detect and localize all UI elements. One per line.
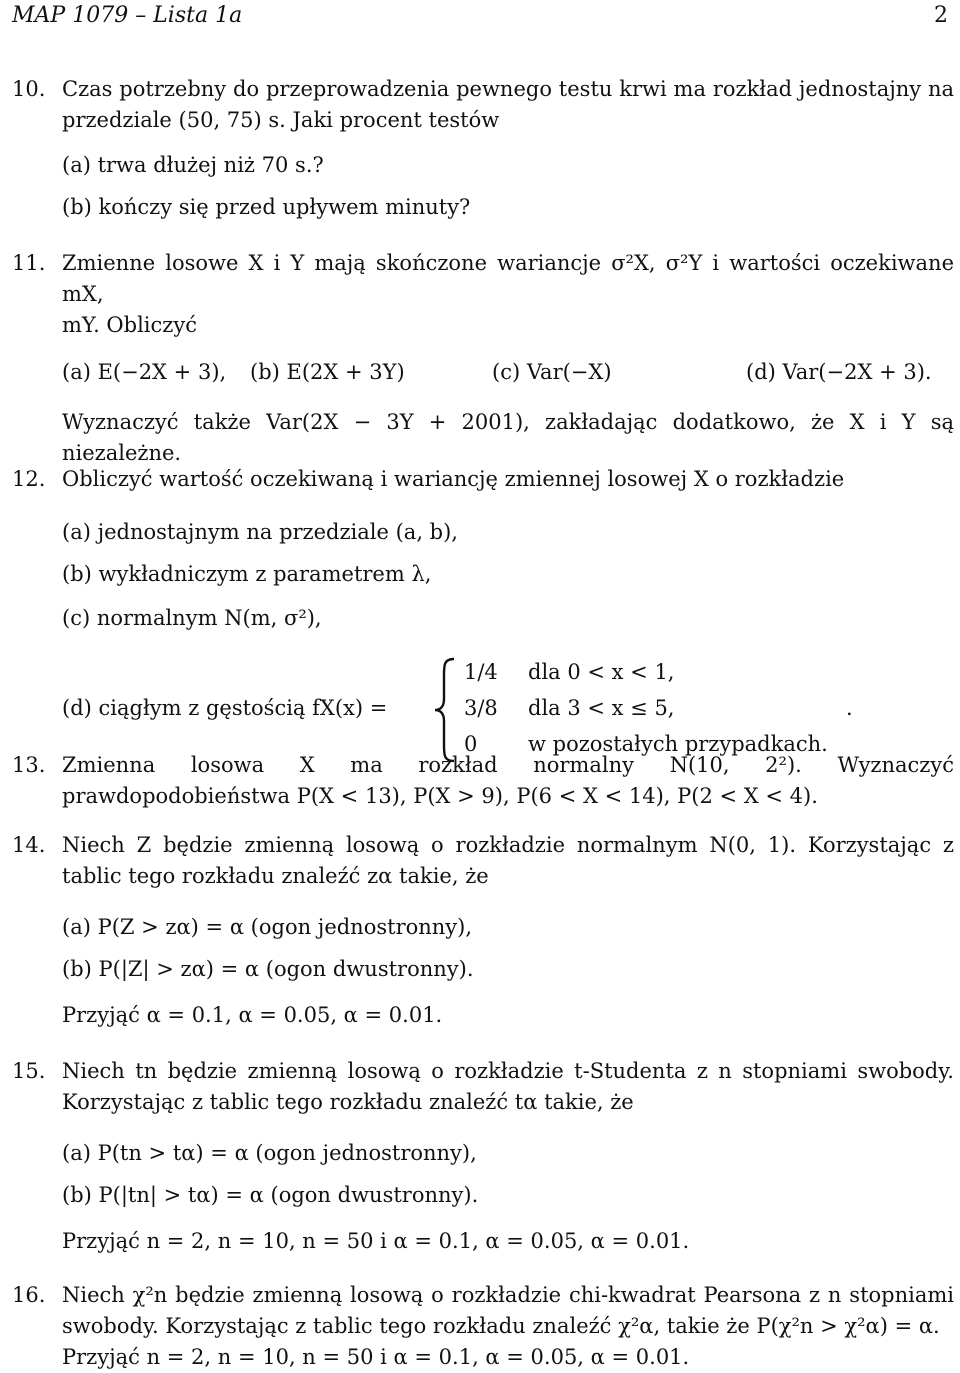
problem-number: 11. — [12, 251, 46, 275]
problem-text-line1: Zmienne losowe X i Y mają skończone wariancje σ²X, σ²Y i wartości oczekiwane mX, — [62, 251, 954, 306]
subitem-a: (a) trwa dłużej niż 70 s.? — [62, 153, 324, 177]
subitem-b: (b) E(2X + 3Y) — [250, 360, 405, 384]
problem-extra: Przyjąć n = 2, n = 10, n = 50 i α = 0.1, α = 0.05, α = 0.01. — [62, 1345, 690, 1369]
piece-value-2: 3/8 — [464, 696, 498, 720]
subitem-c: (c) normalnym N(m, σ²), — [62, 606, 322, 630]
piece-cond-2: dla 3 < x ≤ 5, — [528, 696, 675, 720]
problem-extra: Przyjąć n = 2, n = 10, n = 50 i α = 0.1, α = 0.05, α = 0.01. — [62, 1229, 690, 1253]
page-header — [12, 0, 956, 26]
subitem-d-label: (d) ciągłym z gęstością fX(x) = — [62, 696, 388, 720]
piece-value-3: 0 — [464, 732, 478, 756]
problem-15 — [12, 1056, 954, 1257]
subitem-b: (b) P(|Z| > zα) = α (ogon dwustronny). — [62, 957, 474, 981]
problem-number: 10. — [12, 77, 46, 101]
piece-value-1: 1/4 — [464, 660, 498, 684]
left-brace-icon — [432, 655, 458, 765]
problem-extra: Wyznaczyć także Var(2X − 3Y + 2001), zakładając dodatkowo, że X i Y są niezależne. — [62, 410, 954, 465]
page-number: 2 — [934, 3, 948, 28]
problem-text-line2: mY. Obliczyć — [62, 313, 197, 337]
subitem-d-end: . — [846, 696, 853, 720]
problem-number: 15. — [12, 1059, 46, 1083]
problem-14 — [12, 830, 954, 1031]
problem-text: Czas potrzebny do przeprowadzenia pewnego testu krwi ma rozkład jednostajny na przedziale (50, 75) s. Jaki procent testów — [62, 77, 954, 132]
problem-text: Niech tn będzie zmienną losową o rozkładzie t-Studenta z n stopniami swobody. Korzystając z tablic tego rozkładu znaleźć tα takie, że — [62, 1059, 954, 1114]
problem-extra: Przyjąć α = 0.1, α = 0.05, α = 0.01. — [62, 1003, 443, 1027]
subitem-a: (a) jednostajnym na przedziale (a, b), — [62, 520, 458, 544]
problem-10 — [12, 74, 954, 220]
subitem-b: (b) kończy się przed upływem minuty? — [62, 195, 471, 219]
problem-13 — [12, 750, 954, 812]
problem-12 — [12, 464, 954, 765]
problem-number: 14. — [12, 833, 46, 857]
piece-cond-1: dla 0 < x < 1, — [528, 660, 675, 684]
problem-text: Obliczyć wartość oczekiwaną i wariancję zmiennej losowej X o rozkładzie — [62, 467, 845, 491]
problem-text: Zmienna losowa X ma rozkład normalny N(10, 2²). Wyznaczyć prawdopodobieństwa P(X < 13), P(X > 9), P(6 < X < 14), P(2 < X < 4). — [62, 753, 954, 808]
subitem-a: (a) P(Z > zα) = α (ogon jednostronny), — [62, 915, 473, 939]
subitem-a: (a) E(−2X + 3), — [62, 360, 227, 384]
problem-number: 16. — [12, 1283, 46, 1307]
problem-text: Niech χ²n będzie zmienną losową o rozkładzie chi-kwadrat Pearsona z n stopniami swobody. Korzystając z tablic tego rozkładu znaleźć χ²α, takie że P(χ²n > χ²α) = α. — [62, 1283, 954, 1338]
problem-11 — [12, 248, 954, 469]
subitem-b: (b) wykładniczym z parametrem λ, — [62, 562, 432, 586]
problem-number: 12. — [12, 467, 46, 491]
problem-16 — [12, 1280, 954, 1373]
piece-cond-3: w pozostałych przypadkach. — [528, 732, 828, 756]
subitem-d: (d) Var(−2X + 3). — [746, 360, 932, 384]
problem-number: 13. — [12, 753, 46, 777]
problem-text: Niech Z będzie zmienną losową o rozkładzie normalnym N(0, 1). Korzystając z tablic tego rozkładu znaleźć zα takie, że — [62, 833, 954, 888]
subitem-c: (c) Var(−X) — [492, 360, 612, 384]
subitem-b: (b) P(|tn| > tα) = α (ogon dwustronny). — [62, 1183, 479, 1207]
subitem-a: (a) P(tn > tα) = α (ogon jednostronny), — [62, 1141, 477, 1165]
header-title: MAP 1079 – Lista 1a — [12, 3, 243, 28]
